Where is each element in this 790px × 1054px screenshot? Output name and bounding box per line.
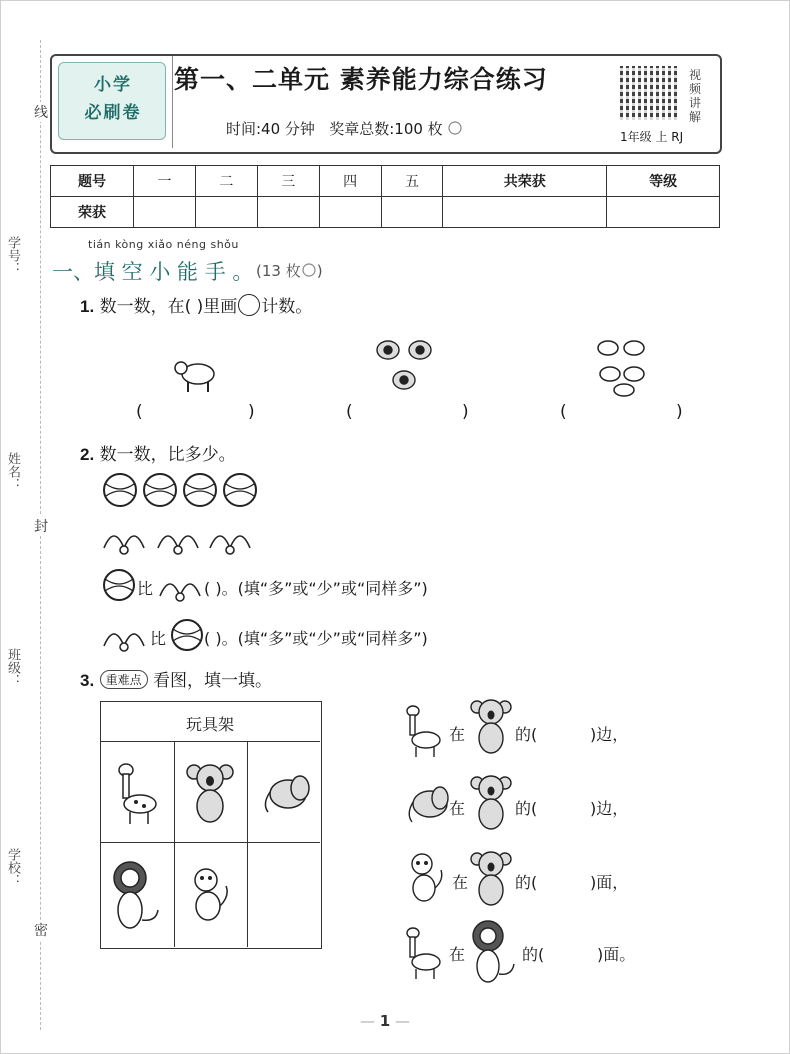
q1-answer-paren-2-open: ( <box>346 402 353 422</box>
score-row1-label: 题号 <box>51 166 134 197</box>
margin-seal-mark: 封 <box>32 516 50 536</box>
score-col: 一 <box>134 166 196 197</box>
score-col: 二 <box>195 166 257 197</box>
grade-label: 1年级 上 RJ <box>620 130 684 144</box>
score-table <box>50 165 720 228</box>
section-note-text: (13 枚 <box>256 262 301 280</box>
monkey-icon <box>404 852 446 904</box>
monkey-icon <box>186 866 232 926</box>
q2-text: 数一数，比多少。 <box>99 445 236 465</box>
medal-icon <box>447 120 463 134</box>
margin-line-mark: 线 <box>32 102 50 122</box>
score-cell[interactable] <box>607 197 720 228</box>
margin-field-class: 班级： <box>5 648 20 687</box>
header-divider <box>172 56 173 148</box>
score-cell[interactable] <box>319 197 381 228</box>
q3-de-3: 的( <box>515 873 538 892</box>
page-title: 第一、二单元 素养能力综合练习 <box>174 65 548 94</box>
shuttlecocks-row <box>100 520 260 556</box>
q3-zai-1: 在 <box>449 725 466 744</box>
page-number-dash-right: — <box>390 1012 410 1030</box>
q2-number: 2. <box>80 445 95 464</box>
medal-icon <box>301 262 317 276</box>
koala-icon <box>470 772 514 832</box>
margin-field-name: 姓名： <box>5 452 20 491</box>
q1-answer-paren-2-close: ) <box>462 402 469 422</box>
section-note-close: ) <box>316 262 323 280</box>
lion-icon <box>468 920 520 986</box>
score-cell[interactable] <box>195 197 257 228</box>
q3-zai-4: 在 <box>449 945 466 964</box>
time-total-line <box>226 118 463 139</box>
score-row2-label: 荣获 <box>51 197 134 228</box>
q1-answer-paren-3-open: ( <box>560 402 567 422</box>
video-label: 视频讲解 <box>688 68 701 124</box>
q1-answer-paren-1-open: ( <box>136 402 143 422</box>
elephant-icon <box>260 770 310 818</box>
sheep-icon <box>172 356 218 396</box>
score-col: 等级 <box>607 166 720 197</box>
q1-text-b: 计数。 <box>261 297 313 317</box>
q2-fill-b[interactable]: ( )。(填“多”或“少”或“同样多”) <box>204 629 428 648</box>
elephant-icon <box>404 782 450 828</box>
score-col: 共荣获 <box>443 166 607 197</box>
lion-icon <box>110 860 164 934</box>
q3-zai-2: 在 <box>449 799 466 818</box>
shelf-divider <box>174 741 175 947</box>
q3-de-2: 的( <box>515 799 538 818</box>
score-col: 五 <box>381 166 443 197</box>
q1-prompt <box>80 292 312 317</box>
q2-fill-a[interactable]: ( )。(填“多”或“少”或“同样多”) <box>204 579 428 598</box>
section-note <box>256 260 323 281</box>
ball-icon <box>170 618 204 652</box>
deer-group-icon <box>590 330 654 400</box>
score-cell[interactable] <box>134 197 196 228</box>
score-cell[interactable] <box>381 197 443 228</box>
score-col: 四 <box>319 166 381 197</box>
q3-text: 看图，填一填。 <box>153 671 273 691</box>
q3-prompt <box>80 666 272 691</box>
difficulty-badge: 重难点 <box>100 670 148 689</box>
qr-code-pattern <box>620 66 680 120</box>
q1-text-a: 数一数，在( )里画 <box>99 297 238 317</box>
page-number <box>360 1012 410 1030</box>
balls-row <box>102 472 262 508</box>
page-number-dash-left: — <box>360 1012 380 1030</box>
circle-icon <box>238 294 260 316</box>
q1-number: 1. <box>80 297 95 316</box>
ball-icon <box>102 568 136 602</box>
q3-fill-4[interactable]: )面。 <box>597 945 636 964</box>
margin-field-number: 学号： <box>5 236 20 275</box>
section-title: 一、填 空 小 能 手 。 <box>52 260 254 284</box>
shuttlecock-icon <box>100 618 148 652</box>
q2-bi-1: 比 <box>137 579 154 598</box>
q3-fill-1[interactable]: )边， <box>590 725 629 744</box>
koala-icon <box>186 760 236 826</box>
q2-prompt <box>80 440 236 465</box>
bee-group-icon <box>372 336 442 398</box>
shelf-divider <box>100 741 320 742</box>
score-header-row <box>51 166 720 197</box>
page-number-value: 1 <box>379 1012 391 1030</box>
koala-icon <box>470 848 514 908</box>
score-cell[interactable] <box>443 197 607 228</box>
q1-answer-paren-1-close: ) <box>248 402 255 422</box>
q3-number: 3. <box>80 671 95 690</box>
score-cell[interactable] <box>257 197 319 228</box>
q1-answer-paren-3-close: ) <box>676 402 683 422</box>
time-label: 时间:40 分钟 <box>226 120 315 138</box>
giraffe-icon <box>116 762 160 826</box>
q3-de-1: 的( <box>515 725 538 744</box>
shelf-divider <box>247 741 248 947</box>
giraffe-icon <box>404 926 444 980</box>
giraffe-icon <box>404 704 444 758</box>
q2-bi-2: 比 <box>150 629 167 648</box>
q3-fill-2[interactable]: )边， <box>590 799 629 818</box>
q3-zai-3: 在 <box>452 873 469 892</box>
q3-de-4: 的( <box>522 945 545 964</box>
logo-line2: 必刷卷 <box>84 103 142 123</box>
toy-shelf-title: 玩具架 <box>185 715 234 734</box>
score-col: 三 <box>257 166 319 197</box>
margin-secret-mark: 密 <box>32 920 50 940</box>
section-pinyin: tián kòng xiǎo néng shǒu <box>88 238 239 251</box>
q3-fill-3[interactable]: )面， <box>590 873 629 892</box>
total-label: 奖章总数:100 枚 <box>329 120 443 138</box>
koala-icon <box>470 696 514 756</box>
margin-field-school: 学校： <box>5 848 20 887</box>
logo-line1: 小学 <box>94 75 132 95</box>
shuttlecock-icon <box>156 568 204 602</box>
shelf-divider <box>100 842 320 843</box>
score-value-row <box>51 197 720 228</box>
